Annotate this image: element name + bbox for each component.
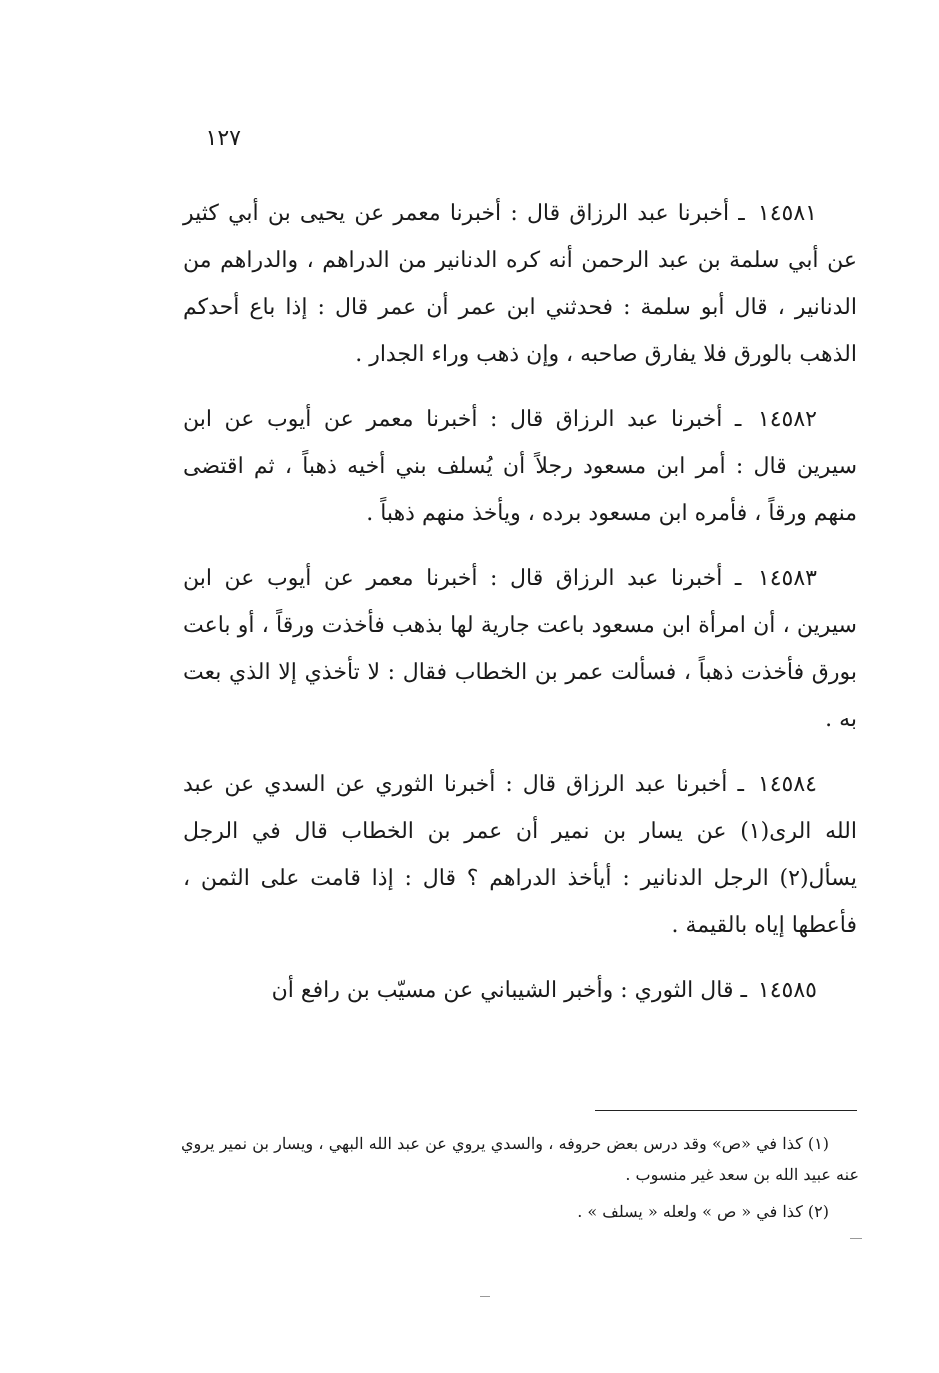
footnote-marker: (٢): [807, 1202, 829, 1221]
hadith-paragraph: ١٤٥٨٢ ـ أخبرنا عبد الرزاق قال : أخبرنا معمر عن أيوب عن ابن سيرين قال : أمر ابن مسعود رجلاً أن يُسلف بني أخيه ذهباً ، ثم اقتضى منهم ورقاً ، فأمره ابن مسعود برده ، ويأخذ منهم ذهباً .: [183, 407, 857, 526]
footnote-text: كذا في «ص» وقد درس بعض حروفه ، والسدي يروي عن عبد الله البهي ، ويسار بن نمير يروي عنه عبيد الله بن سعد غير منسوب .: [181, 1134, 859, 1184]
hadith-number: ١٤٥٨٤: [757, 772, 817, 797]
footnote-text: كذا في « ص » ولعله « يسلف » .: [577, 1202, 803, 1221]
hadith-paragraph: ١٤٥٨٣ ـ أخبرنا عبد الرزاق قال : أخبرنا معمر عن أيوب عن ابن سيرين ، أن امرأة ابن مسعود باعت جارية لها بذهب فأخذت ورقاً ، أو باعت بورق فأخذت ذهباً ، فسألت عمر بن الخطاب فقال : لا تأخذي إلا الذي بعت به .: [183, 566, 857, 732]
hadith-paragraph: ١٤٥٨١ ـ أخبرنا عبد الرزاق قال : أخبرنا معمر عن يحيى بن أبي كثير عن أبي سلمة بن عبد الرحمن أنه كره الدنانير من الدراهم ، والدراهم من الدنانير ، قال أبو سلمة : فحدثني ابن عمر أن عمر قال : إذا باع أحدكم الذهب بالورق فلا يفارق صاحبه ، وإن ذهب وراء الجدار .: [183, 201, 857, 367]
hadith-number: ١٤٥٨٥: [757, 978, 817, 1003]
footnote-divider: [595, 1110, 857, 1111]
main-text: [183, 190, 857, 1032]
scan-mark: [480, 1296, 490, 1297]
footnote: [181, 1196, 859, 1227]
page-number: ١٢٧: [205, 126, 241, 151]
footnote: [181, 1128, 859, 1190]
hadith-number: ١٤٥٨٣: [757, 566, 817, 591]
hadith-text: قال الثوري : وأخبر الشيباني عن مسيّب بن رافع أن: [271, 978, 734, 1003]
hadith-number: ١٤٥٨١: [757, 201, 817, 226]
hadith-text: أخبرنا عبد الرزاق قال : أخبرنا معمر عن أيوب عن ابن سيرين قال : أمر ابن مسعود رجلاً أن يُسلف بني أخيه ذهباً ، ثم اقتضى منهم ورقاً ، فأمره ابن مسعود برده ، ويأخذ منهم ذهباً .: [183, 407, 857, 526]
footnote-marker: (١): [807, 1134, 830, 1153]
hadith-paragraph: ١٤٥٨٥ ـ قال الثوري : وأخبر الشيباني عن مسيّب بن رافع أن: [271, 978, 817, 1003]
hadith-paragraph: ١٤٥٨٤ ـ أخبرنا عبد الرزاق قال : أخبرنا الثوري عن السدي عن عبد الله الرى(١) عن يسار بن نمير أن عمر بن الخطاب قال في الرجل يسأل(٢) الرجل الدنانير : أيأخذ الدراهم ؟ قال : إذا قامت على الثمن ، فأعطها إياه بالقيمة .: [183, 772, 857, 938]
hadith-text: أخبرنا عبد الرزاق قال : أخبرنا معمر عن أيوب عن ابن سيرين ، أن امرأة ابن مسعود باعت جارية لها بذهب فأخذت ورقاً ، أو باعت بورق فأخذت ذهباً ، فسألت عمر بن الخطاب فقال : لا تأخذي إلا الذي بعت به .: [183, 566, 857, 732]
hadith-text: أخبرنا عبد الرزاق قال : أخبرنا الثوري عن السدي عن عبد الله الرى(١) عن يسار بن نمير أن عمر بن الخطاب قال في الرجل يسأل(٢) الرجل الدنانير : أيأخذ الدراهم ؟ قال : إذا قامت على الثمن ، فأعطها إياه بالقيمة .: [183, 772, 857, 938]
scan-mark: [850, 1238, 862, 1239]
hadith-number: ١٤٥٨٢: [757, 407, 817, 432]
footnotes: [181, 1128, 859, 1233]
hadith-text: أخبرنا عبد الرزاق قال : أخبرنا معمر عن يحيى بن أبي كثير عن أبي سلمة بن عبد الرحمن أنه كره الدنانير من الدراهم ، والدراهم من الدنانير ، قال أبو سلمة : فحدثني ابن عمر أن عمر قال : إذا باع أحدكم الذهب بالورق فلا يفارق صاحبه ، وإن ذهب وراء الجدار .: [183, 201, 857, 367]
